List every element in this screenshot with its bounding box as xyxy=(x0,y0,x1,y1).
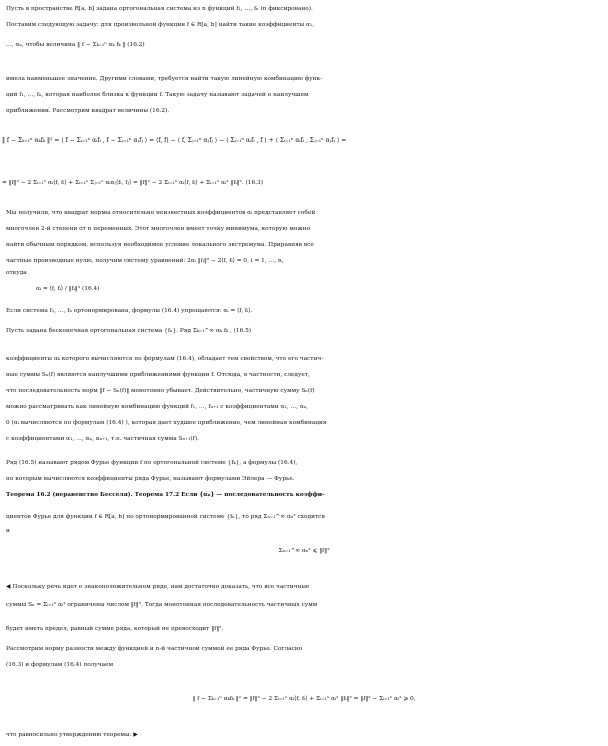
bessel-inequality: Σₙ₌₁^∞ αₙ² ⩽ ‖f‖² xyxy=(278,548,330,554)
text-line: откуда xyxy=(6,270,27,276)
text-line: Если система f₁, …, fₙ ортонормирована, формулы (16.4) упрощаются: αᵢ = ⟨f, fᵢ⟩. xyxy=(6,308,253,314)
text-line: (16.3) и формулам (16.4) получаем xyxy=(6,662,114,668)
formula-expansion: ‖ f − Σₖ₌₁ⁿ αₖfₖ ‖² = ⟨ f − Σᵢ₌₁ⁿ αᵢfᵢ , f − Σⱼ₌₁ⁿ αⱼfⱼ ⟩ = ⟨f, f⟩ − ⟨ f, Σⱼ₌₁ⁿ αⱼfⱼ ⟩ − ⟨ Σᵢ₌₁ⁿ αᵢfᵢ , f ⟩ + ⟨ Σᵢ₌₁ⁿ αᵢfᵢ , Σⱼ₌₁ⁿ αⱼfⱼ ⟩ = xyxy=(2,137,347,144)
text-line: и xyxy=(6,528,10,534)
text-line: приближении. Рассмотрим квадрат величины (16.2). xyxy=(6,108,170,114)
text-line: имела наименьшее значение. Другими словами, требуется найти такую линейную комбинацию функ- xyxy=(6,76,323,82)
text-line: что последовательность норм ‖f − Sₙ(f)‖ монотонно убывает. Действительно, частичную сумму Sₙ(f) xyxy=(6,388,315,394)
final-formula: ‖ f − Σₖ₌₁ⁿ αₖfₖ ‖² = ‖f‖² − 2 Σᵢ₌₁ⁿ αᵢ⟨f, fᵢ⟩ + Σᵢ₌₁ⁿ αᵢ² ‖fᵢ‖² = ‖f‖² − Σᵢ₌₁ⁿ αᵢ² ⩾ 0, xyxy=(192,696,416,702)
text-line: ций f₁, …, fₙ, которая наиболее близка к функции f. Такую задачу называют задачей о наилучшем xyxy=(6,92,309,98)
formula-16-2: …, αₙ, чтобы величина ‖ f − Σₖ₌₁ⁿ αₖ fₖ ‖ (16.2) xyxy=(6,42,145,48)
text-line: Рассмотрим норму разности между функцией и n-й частичной суммой ее ряда Фурье. Согласно xyxy=(6,646,303,652)
formula-16-4: αᵢ = ⟨f, fᵢ⟩ / ‖fᵢ‖² (16.4) xyxy=(36,286,100,292)
text-line: 0 (αᵢ вычисляются по формулам (16.4) ), которая дает худшее приближение, чем линейная комбинация xyxy=(6,420,327,426)
text-line: ◀ Поскольку речь идет о знакоположительном ряде, нам достаточно доказать, что все частичные xyxy=(6,584,310,590)
text-line: будет иметь предел, равный сумме ряда, который не превосходит ‖f‖². xyxy=(6,626,224,632)
formula-16-3: = ‖f‖² − 2 Σᵢ₌₁ⁿ αᵢ⟨f, fᵢ⟩ + Σᵢ₌₁ⁿ Σⱼ₌₁ⁿ αᵢαⱼ⟨fᵢ, fⱼ⟩ = ‖f‖² − 2 Σᵢ₌₁ⁿ αᵢ⟨f, fᵢ⟩ + Σᵢ₌₁ⁿ αᵢ² ‖fᵢ‖². (16.3) xyxy=(2,180,263,186)
text-line: Пусть в пространстве R[a, b] задана ортогональная система из n функций f₁, …, fₙ (n фиксировано). xyxy=(6,6,313,12)
text-line: можно рассматривать как линейную комбинацию функций f₁, …, fₙ₊₁ с коэффициентами α₁, …, αₙ, xyxy=(6,404,309,410)
text-line: Ряд (16.5) называют рядом Фурье функции f по ортогональной системе {fₖ}, а формулы (16.4), xyxy=(6,460,298,466)
text-line: Мы получили, что квадрат нормы относительно неизвестных коэффициентов αᵢ представляет собой xyxy=(6,210,316,216)
text-line: найти обычным порядком, используя необходимое условие локального экстремума. Приравняв все xyxy=(6,242,314,248)
text-line: Поставим следующую задачу: для произвольной функции f ∈ R[a, b] найти такие коэффициенты α₁, xyxy=(6,22,315,28)
theorem-heading: Теорема 16.2 (неравенство Бесселя). Теорема 17.2 Если {αₙ} — последовательность коэффи- xyxy=(6,492,325,498)
text-line: циентов Фурье для функции f ∈ R[a, b] по ортонормированной системе {fₙ}, то ряд Σₙ₌₁^∞ αₙ² сходится xyxy=(6,514,326,520)
text-line: многочлен 2-й степени от n переменных. Этот многочлен имеет точку минимума, которую можно xyxy=(6,226,311,232)
text-line: частные производные нулю, получим систему уравнений: 2αᵢ ‖fᵢ‖² − 2⟨f, fᵢ⟩ = 0, i = 1, …, n, xyxy=(6,258,284,264)
formula-16-5-line: Пусть задана бесконечная ортогональная система {fₙ}. Ряд Σₖ₌₁^∞ αₖ fₖ , (16.5) xyxy=(6,328,252,334)
text-line: ные суммы Sₙ(f) являются наилучшими приближениями функции f. Отсюда, в частности, следует, xyxy=(6,372,310,378)
text-line: коэффициенты αₖ которого вычисляются по формулам (16.4), обладает тем свойством, что его частич- xyxy=(6,356,324,362)
text-line: по которым вычисляются коэффициенты ряда Фурье, называют формулами Эйлера — Фурье. xyxy=(6,476,295,482)
text-line: с коэффициентами α₁, …, αₙ, αₙ₊₁, т.е. частичная сумма Sₙ₊₁(f). xyxy=(6,436,199,442)
text-line: что равносильно утверждению теоремы. ▶ xyxy=(6,732,138,738)
text-line: суммы Sₙ = Σᵢ₌₁ⁿ αᵢ² ограничены числом ‖f‖². Тогда монотонная последовательность частичных сумм xyxy=(6,602,318,608)
